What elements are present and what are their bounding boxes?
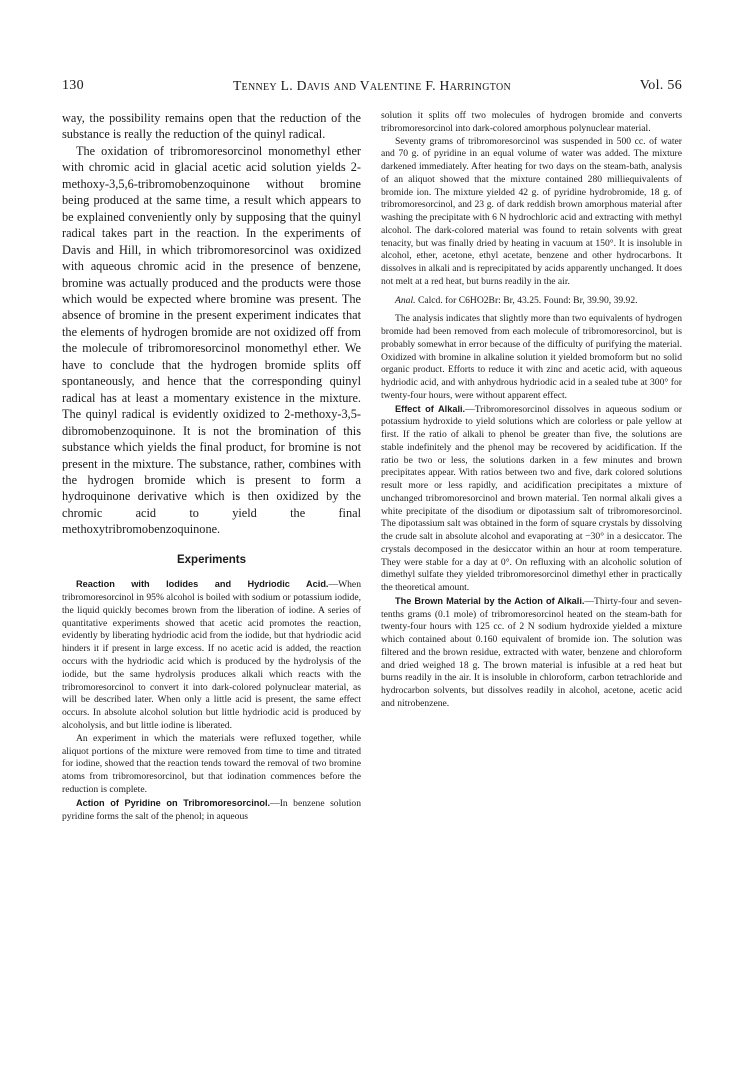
paragraph-text: —When tribromoresorcinol in 95% alcohol is boiled with sodium or potassium iodide, the liquid quickly becomes brown from the liberation of iodine. A series of quantitative experiments showed that acetic acid promotes the reaction, evidently by liberating hydriodic acid from the iodide, but that hydriodic acid hinders it if present in large excess. If no acetic acid is added, the reaction occurs with the hydriodic acid which is produced by the hydrolysis of the iodide, but the same hydrolysis produces alkali which reacts with the tribromoresorcinol to convert it into dark-colored polynuclear material, as will be described later. When only a little acid is present, the same effect occurs. In absolute alcohol solution but little hydriodic acid is produced by alcoholysis, and but little iodine is liberated.	[62, 579, 361, 731]
paragraph	[381, 403, 682, 595]
run-in-heading: The Brown Material by the Action of Alkali.	[395, 595, 585, 606]
paragraph-text: —In benzene solution pyridine forms the salt of the phenol; in aqueous	[62, 797, 361, 822]
run-in-heading: Action of Pyridine on Tribromoresorcinol.	[76, 797, 271, 808]
paragraph	[62, 797, 361, 824]
page-number: 130	[62, 78, 84, 93]
running-header	[62, 78, 682, 98]
paragraph: The oxidation of tribromoresorcinol monomethyl ether with chromic acid in glacial acetic acid solution yields 2-methoxy-3,5,6-tribromobenzoquinone without bromine being produced at the same time, a result which appears to be explained conveniently only by supposing that the quinyl radical takes part in the reaction. In the experiments of Davis and Hill, in which tribromoresorcinol was oxidized with aqueous chromic acid in the presence of benzene, bromine was actually produced and the products were those which would be expected where bromine was present. The absence of bromine in the present experiment indicates that the elements of hydrogen bromide are not oxidized off from the molecule of tribromoresorcinol monomethyl ether. We have to conclude that the hydrogen bromide splits off spontaneously, and hence that the corresponding quinyl radical has at least a momentary existence in the mixture. The quinyl radical is evidently oxidized to 2-methoxy-3,5-dibromobenzoquinone. It is not the bromination of this substance which yields the final product, for bromine is not present in the mixture. The substance, rather, combines with the hydrogen bromide which is present to form a hydroquinone derivative which is then oxidized by the chromic acid to yield the final methoxytribromobenzoquinone.	[62, 143, 361, 537]
paragraph-text: —Tribromoresorcinol dissolves in aqueous sodium or potassium hydroxide to yield solutions which are colorless or pale yellow at first. If the ratio of alkali to phenol be greater than five, the solutions are stable indefinitely and the phenol may be recovered by acidification. If the ratio be two or less, the solutions darken in a few minutes and brown precipitates appear. With ratios between two and five, dark colored solutions result more or less rapidly, and acidification precipitates a mixture of unchanged tribromoresorcinol and brown material. Ten normal alkali gives a white precipitate of the disodium or dipotassium salt of tribromoresorcinol. The dipotassium salt was obtained in the form of square crystals by dissolving the crude salt in absolute alcohol and evaporating at −30° in a desiccator. The crystals decomposed in the desiccator within an hour at room temperature. They were stable for a day at 0°. On refluxing with an alcoholic solution of dimethyl sulfate they yielded tribromoresorcinol dimethyl ether in practically the theoretical amount.	[381, 403, 682, 593]
paragraph: The analysis indicates that slightly more than two equivalents of hydrogen bromide had been removed from each molecule of tribromoresorcinol, but is probably somewhat in error because of the difficulty of purifying the material. Oxidized with bromine in alkaline solution it yielded bromoform but no solid organic product. Efforts to reduce it with zinc and acetic acid, with aqueous hydriodic acid, and with anhydrous hydriodic acid in a sealed tube at 300° for twenty-four hours, were without apparent effect.	[381, 313, 682, 401]
paragraph: way, the possibility remains open that the reduction of the substance is really the reduction of the quinyl radical.	[62, 111, 361, 142]
run-in-heading: Effect of Alkali.	[395, 403, 466, 414]
run-in-heading: Reaction with Iodides and Hydriodic Acid.	[76, 579, 329, 590]
analysis-line	[381, 295, 682, 308]
analysis-text: Calcd. for C6HO2Br: Br, 43.25. Found: Br, 39.90, 39.92.	[417, 294, 638, 306]
volume-label: Vol. 56	[639, 78, 682, 93]
paragraph: solution it splits off two molecules of hydrogen bromide and converts tribromoresorcinol into dark-colored amorphous polynuclear material.	[381, 110, 682, 134]
paragraph	[381, 595, 682, 711]
paragraph	[62, 578, 361, 733]
paragraph-text: —Thirty-four and seven-tenths grams (0.1 mole) of tribromoresorcinol heated on the steam-bath for twenty-four hours with 125 cc. of 2 N sodium hydroxide yielded a mixture which contained about 0.160 equivalent of bromide ion. The solution was filtered and the brown residue, extracted with water, benzene and chloroform and dried weighed 18 g. The brown material is infusible at a red heat but burns readily in the air. It is insoluble in chloroform, carbon tetrachloride and hydrocarbon solvents, but dissolves readily in alcohol, acetone, acetic acid and nitrobenzene.	[381, 595, 682, 709]
anal-label: Anal.	[395, 294, 416, 306]
section-heading: Experiments	[176, 553, 247, 566]
paragraph: An experiment in which the materials were refluxed together, while aliquot portions of the mixture were removed from time to time and titrated for iodine, showed that the reaction tends toward the removal of two bromine atoms from tribromoresorcinol, but that iodination commences before the reduction is complete.	[62, 732, 361, 795]
running-title: Tenney L. Davis and Valentine F. Harrington	[232, 78, 512, 93]
paragraph: Seventy grams of tribromoresorcinol was suspended in 500 cc. of water and 70 g. of pyridine in an equal volume of water was added. The mixture darkened immediately. After heating for two days on the steam-bath, analysis of an aliquot showed that the mixture contained 280 milliequivalents of bromide ion. The mixture yielded 42 g. of pyridine hydrobromide, 18 g. of tribromoresorcinol, and 23 g. of dark reddish brown amorphous material after washing the precipitate with 6 N hydrochloric acid and extracting with methyl alcohol. The dark-colored material was found to retain solvents with great tenacity, but was finally dried by heating in vacuum at 150°. It is insoluble in alcohol, ether, acetone, ethyl acetate, benzene and other hydrocarbons. It dissolves in alkali and is reprecipitated by acids apparently unchanged. It does not melt at a red heat, but burns readily in the air.	[381, 135, 682, 287]
left-column	[62, 110, 361, 1050]
right-column	[381, 110, 682, 1050]
